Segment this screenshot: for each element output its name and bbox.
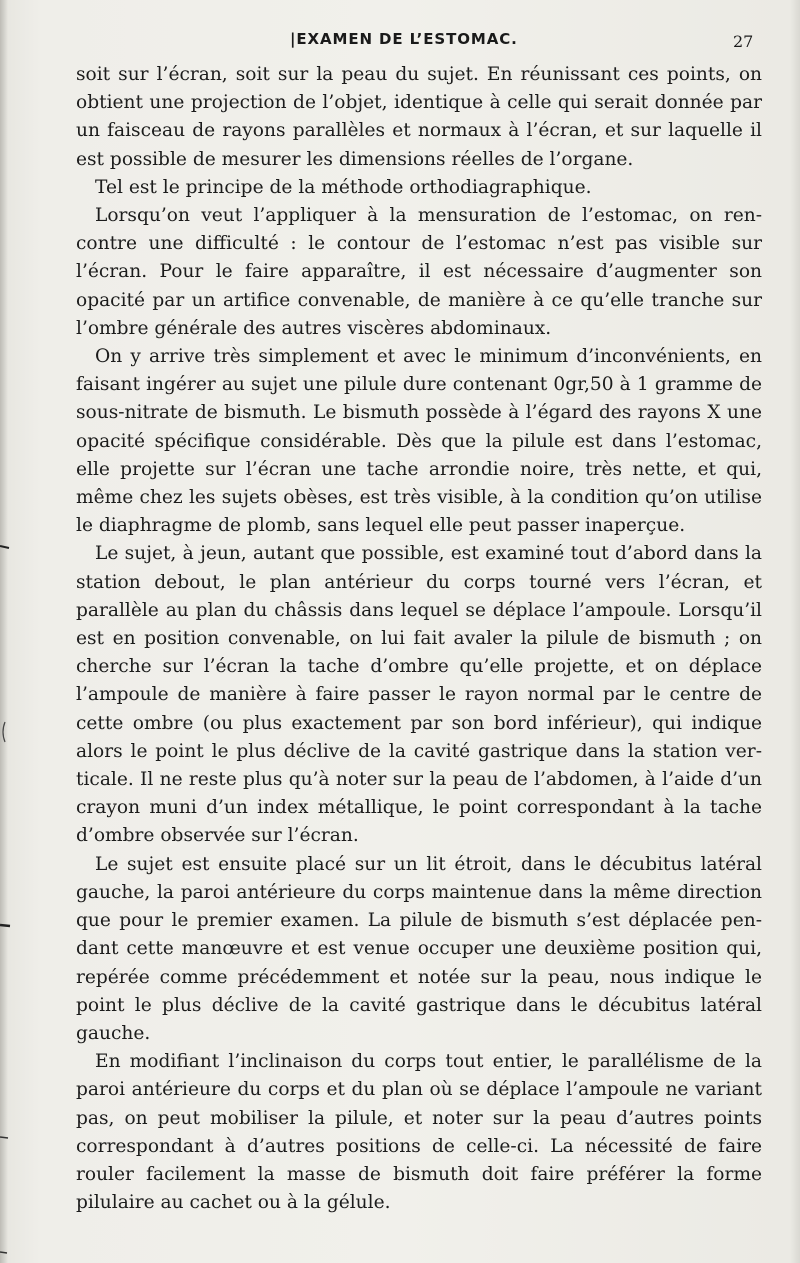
paragraph: Lorsqu’on veut l’appliquer à la mensuration de l’estomac, on rencontre une difficulté : le contour de l’estomac n’est pas visible sur l’écran. Pour le faire apparaître, il est nécessaire d’augmenter son opacité par un artifice convenable, de manière à ce qu’elle tranche sur l’ombre générale des autres viscères abdominaux. [76, 205, 762, 339]
page-number: 27 [733, 32, 754, 51]
body-text [76, 61, 762, 1217]
paragraph-continued: soit sur l’écran, soit sur la peau du sujet. En réunissant ces points, on obtient une projection de l’objet, identique à celle qui serait donnée par un faisceau de rayons parallèles et normaux à l’écran, et sur laquelle il est possible de mesurer les dimensions réelles de l’organe. [76, 64, 762, 170]
paragraph: Tel est le principe de la méthode orthodiagraphique. [95, 176, 592, 198]
page-header [0, 20, 800, 60]
paragraph: On y arrive très simplement et avec le minimum d’inconvénients, en faisant ingérer au sujet une pilule dure contenant 0gr,50 à 1 gramme de sous-nitrate de bismuth. Le bismuth possède à l’égard des rayons X une opacité spécifique considérable. Dès que la pilule est dans l’estomac, elle projette sur l’écran une tache arrondie noire, très nette, et qui, même chez les sujets obèses, est très visible, à la condition qu’on utilise le diaphragme de plomb, sans lequel elle peut passer inaperçue. [76, 346, 762, 537]
running-head: |EXAMEN DE L’ESTOMAC. [290, 30, 518, 48]
paragraph: Le sujet, à jeun, autant que possible, est examiné tout d’abord dans la station debout, le plan antérieur du corps tourné vers l’écran, et parallèle au plan du châssis dans lequel se déplace l’ampoule. Lorsqu’il est en position convenable, on lui fait avaler la pilule de bismuth ; on cherche sur l’écran la tache d’ombre qu’elle projette, et on déplace l’ampoule de manière à faire passer le rayon normal par le centre de cette ombre (ou plus exactement par son bord inférieur), qui indique alors le point le plus déclive de la cavité gastrique dans la station verticale. Il ne reste plus qu’à noter sur la peau de l’abdomen, à l’aide d’un crayon muni d’un index métallique, le point correspondant à la tache d’ombre observée sur l’écran. [76, 543, 762, 847]
page-edge-shadow [0, 0, 8, 1263]
paragraph: En modifiant l’inclinaison du corps tout entier, le parallélisme de la paroi antérieure du corps et du plan où se déplace l’ampoule ne variant pas, on peut mobiliser la pilule, et noter sur la peau d’autres points correspondant à d’autres positions de celle-ci. La nécessité de faire rouler facilement la masse de bismuth doit faire préférer la forme pilulaire au cachet ou à la gélule. [76, 1051, 762, 1214]
paragraph: Le sujet est ensuite placé sur un lit étroit, dans le décubitus latéral gauche, la paroi antérieure du corps maintenue dans la même direction que pour le premier examen. La pilule de bismuth s’est déplacée pendant cette manœuvre et est venue occuper une deuxième position qui, repérée comme précédemment et notée sur la peau, nous indique le point le plus déclive de la cavité gastrique dans le décubitus latéral gauche. [76, 853, 762, 1044]
